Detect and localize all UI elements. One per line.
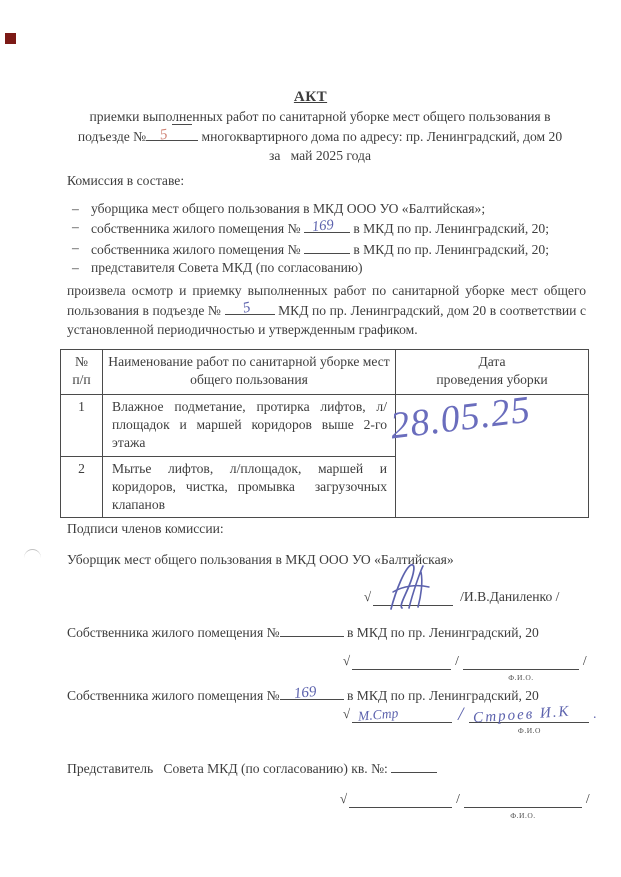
sig-block2-line [343, 652, 591, 683]
signature-blank [373, 589, 453, 606]
intro-line-3: за май 2025 года [269, 147, 371, 163]
name-blank [469, 703, 589, 736]
owner-signature-handwritten: М.Стр [357, 705, 399, 724]
table-header-row [61, 350, 589, 395]
sig-block3-line [343, 703, 601, 736]
sig-block4-line [340, 790, 594, 821]
entrance-number-handwritten-2: 5 [240, 299, 252, 317]
entrance-number-blank [146, 126, 198, 144]
name-blank [464, 791, 582, 821]
dash-marker: – [72, 201, 79, 216]
header-date: Дата проведения уборки [396, 350, 589, 395]
body-paragraph: произвела осмотр и приемку выполненных работ по санитарной уборке мест общего пользования в подъезде № 5 МКД по пр. Ленинградский, дом 20 в соответствии с установленной периодичностью и утвержденным графиком. [67, 283, 590, 337]
apartment-number-blank [280, 685, 344, 700]
date-handwritten: 28.05.25 [387, 388, 534, 448]
row-work-text: Мытье лифтов, л/площадок, маршей и коридоров, чистка, промывка загрузочных клапанов [103, 456, 396, 518]
slash: / [582, 653, 587, 668]
list-item-text: представителя Совета МКД (по согласованию) [91, 260, 363, 276]
commission-list [72, 200, 585, 278]
commission-heading: Комиссия в составе: [67, 173, 185, 188]
list-item [72, 259, 585, 277]
tail-dot: . [593, 706, 597, 721]
fio-label: Ф.И.О. [508, 673, 534, 683]
apartment-number-blank [391, 758, 437, 773]
slash: / [458, 704, 464, 726]
list-item [72, 218, 585, 238]
list-item [72, 239, 585, 259]
fio-label: Ф.И.О [517, 726, 541, 736]
apartment-number-blank [304, 239, 350, 254]
sig-block3-label: Собственника жилого помещения № 169 в МКД по пр. Ленинградский, 20 [67, 683, 539, 703]
list-item-text: уборщика мест общего пользования в МКД ООО УО «Балтийская»; [91, 201, 486, 216]
signature-blank [349, 791, 452, 808]
page-title: АКТ [293, 89, 328, 105]
list-item-text: собственника жилого помещения № 169 в МКД по пр. Ленинградский, 20; [91, 216, 550, 237]
table-row [61, 395, 589, 457]
signature-blank [352, 653, 451, 670]
slash: / [456, 791, 460, 806]
row-number: 1 [61, 395, 103, 457]
printed-name: /И.В.Даниленко / [460, 589, 560, 604]
intro-line-1: приемки выполненных работ по санитарной уборке мест общего пользования в [89, 109, 551, 124]
owner-name-handwritten: Строев И.К [472, 703, 572, 727]
sig-block4-label: Представитель Совета МКД (по согласованию) кв. №: [67, 758, 437, 778]
underline-artifact: лне [172, 109, 193, 124]
row-number: 2 [61, 456, 103, 518]
dash-marker: – [72, 260, 79, 276]
pencil-mark [24, 549, 41, 558]
check-mark: √ [343, 706, 351, 721]
fio-label: Ф.И.О. [510, 811, 536, 821]
header-work-name: Наименование работ по санитарной уборке мест общего пользования [103, 350, 396, 395]
slash: / [455, 653, 459, 668]
header-num: № п/п [61, 350, 103, 395]
signatures-heading: Подписи членов комиссии: [67, 521, 224, 536]
works-table [60, 349, 589, 518]
sig-block1-line [364, 588, 559, 606]
check-mark: √ [364, 589, 372, 604]
intro-line-2: подъезде № 5 многоквартирного дома по адресу: пр. Ленинградский, дом 20 [77, 126, 563, 145]
title-row [0, 88, 621, 106]
intro-paragraph [55, 108, 585, 165]
slash: / [585, 791, 590, 806]
apartment-number-blank [304, 216, 350, 236]
entrance-number-blank-2 [225, 300, 275, 315]
name-blank [463, 653, 579, 683]
sig-block2-label: Собственника жилого помещения № в МКД по пр. Ленинградский, 20 [67, 622, 539, 642]
check-mark: √ [343, 653, 351, 668]
apartment-number-blank [280, 622, 344, 637]
apartment-number-handwritten: 169 [292, 683, 317, 702]
corner-scan-mark [5, 33, 16, 44]
signature-blank [352, 706, 452, 723]
row-work-text: Влажное подметание, протирка лифтов, л/площадок и маршей коридоров выше 2-го этажа [103, 395, 396, 457]
sig-block1-label: Уборщик мест общего пользования в МКД ООО УО «Балтийская» [67, 552, 454, 567]
apartment-number-handwritten: 169 [311, 216, 335, 236]
entrance-number-handwritten: 5 [159, 126, 169, 144]
signature-squiggle-icon [385, 562, 431, 610]
dash-marker: – [72, 219, 79, 235]
date-cell [387, 388, 589, 518]
check-mark: √ [340, 791, 348, 806]
dash-marker: – [72, 239, 79, 255]
list-item-text: собственника жилого помещения № в МКД по пр. Ленинградский, 20; [91, 239, 549, 259]
